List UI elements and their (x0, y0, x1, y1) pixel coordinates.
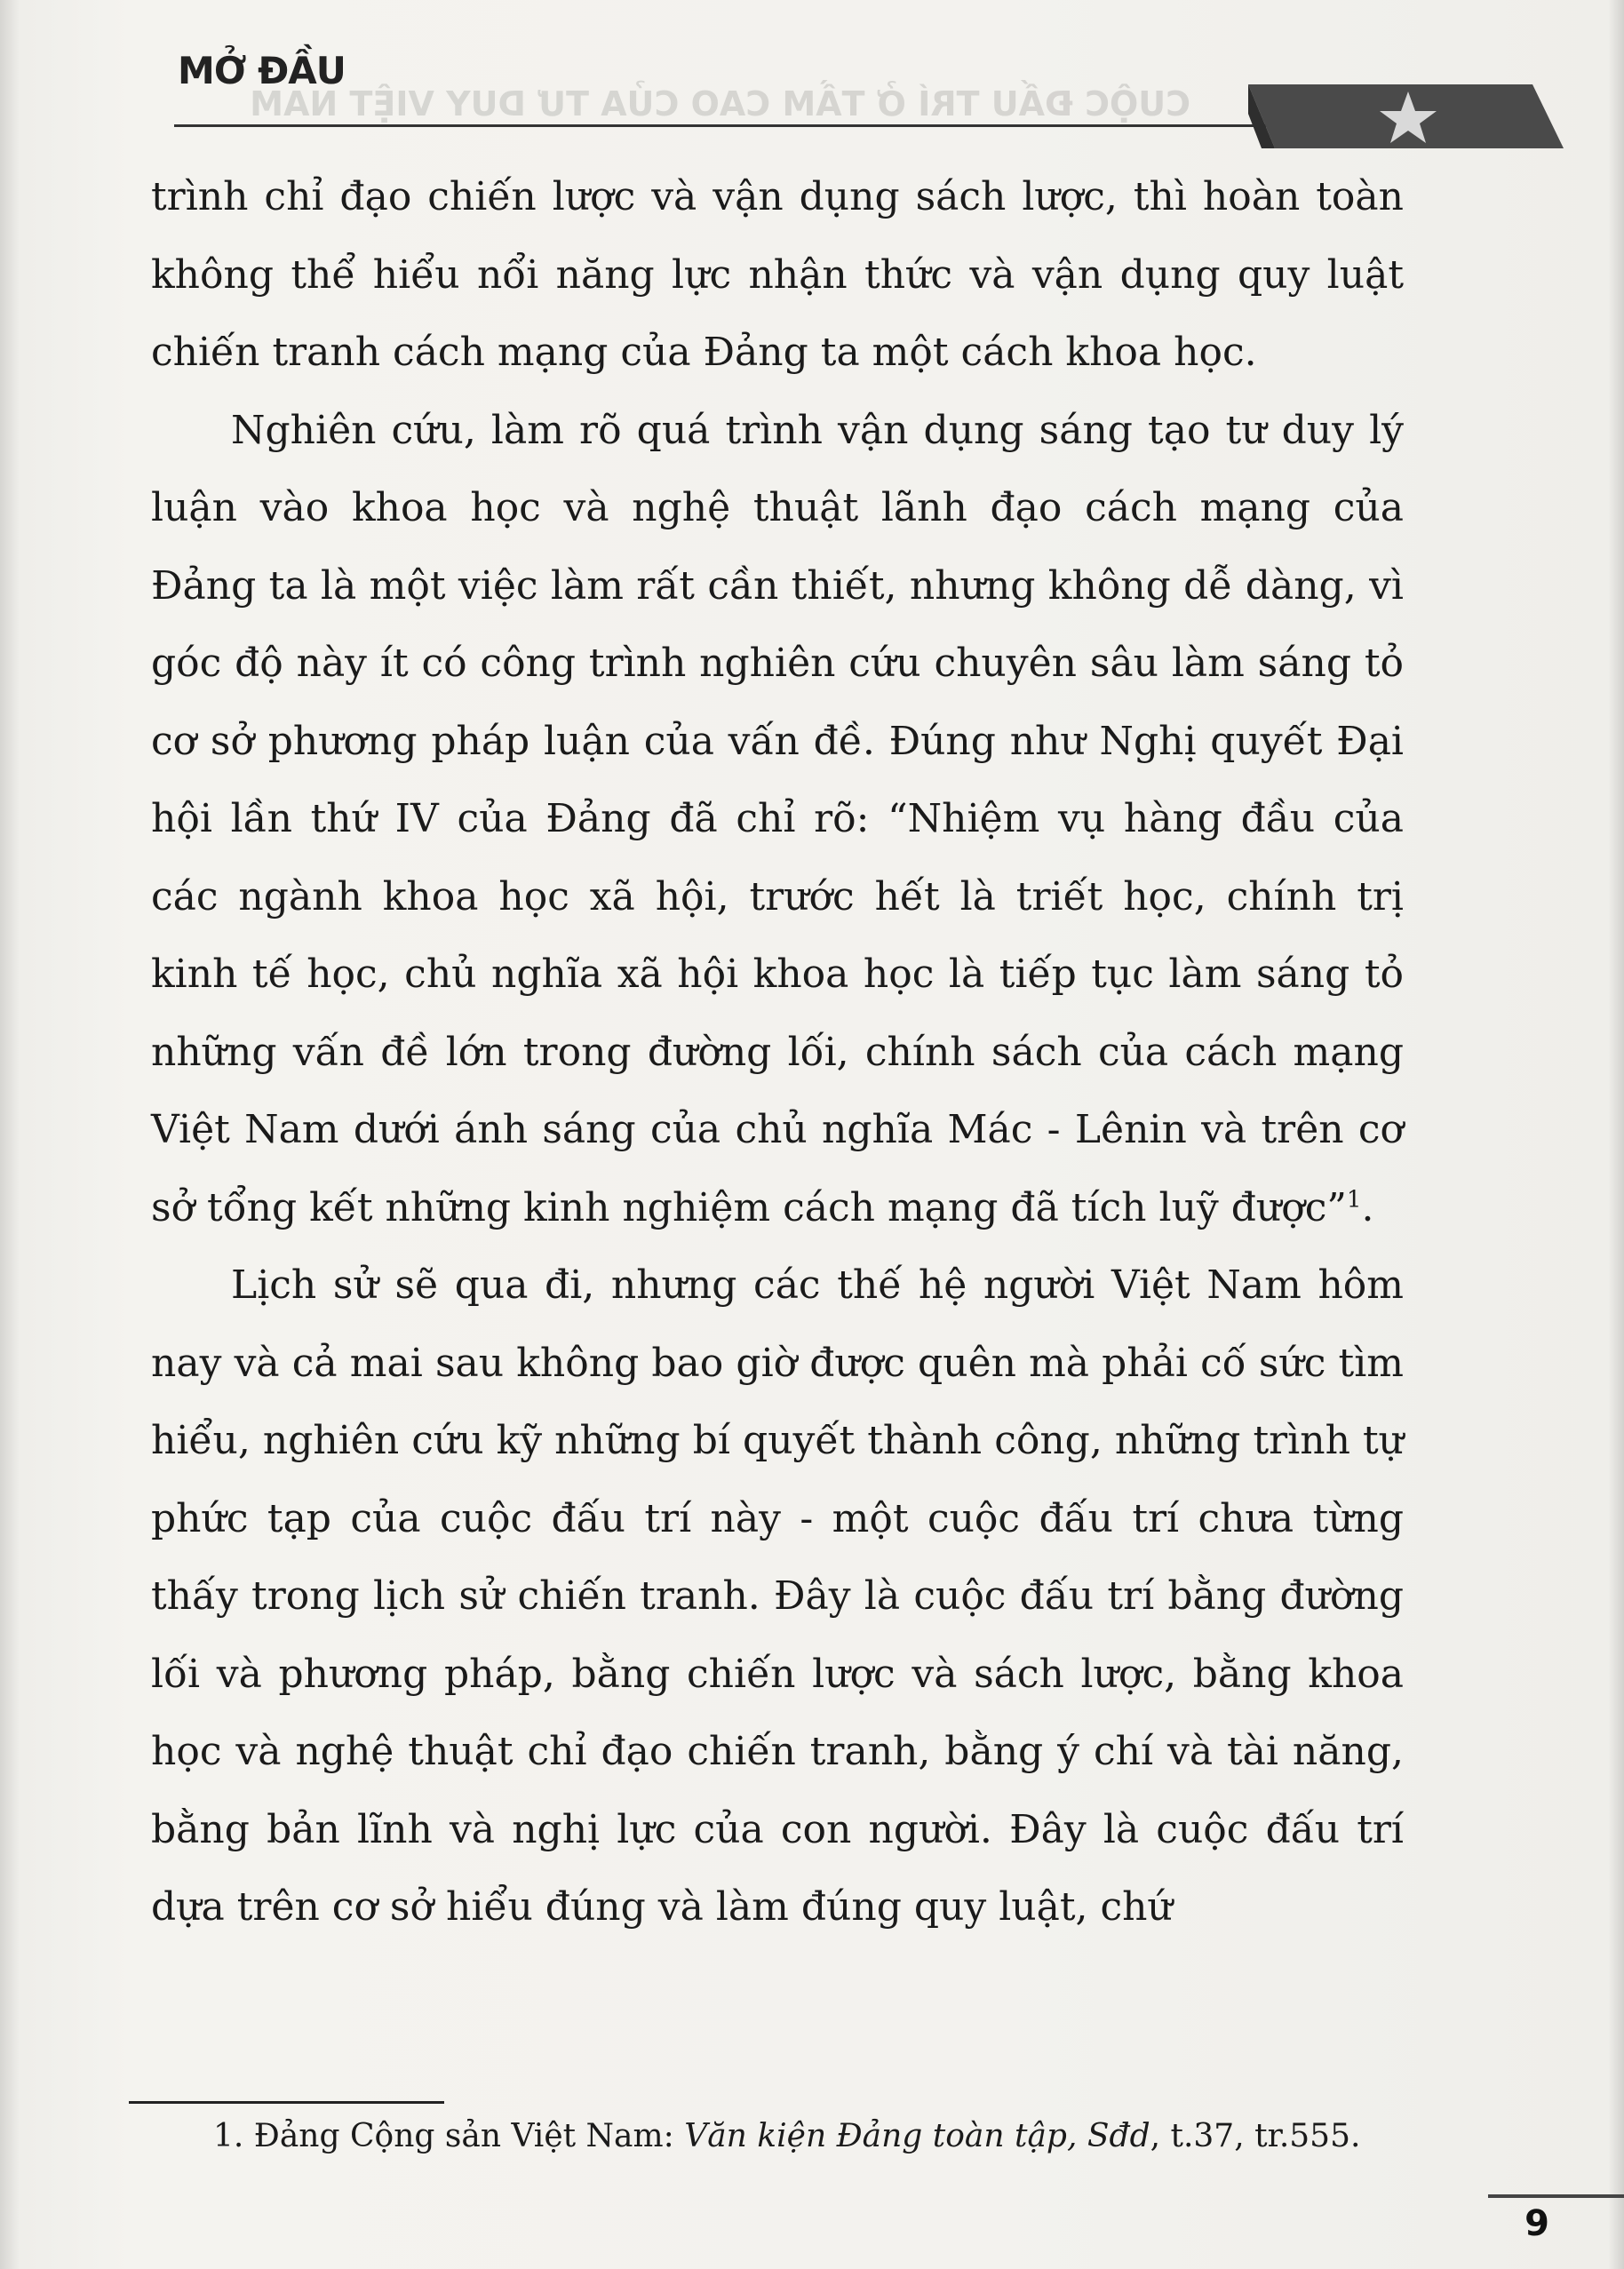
paragraph: Lịch sử sẽ qua đi, nhưng các thế hệ người Việt Nam hôm nay và cả mai sau không bao giờ được quên mà phải cố sức tìm hiểu, nghiên cứu kỹ những bí quyết thành công, những trình tự phức tạp của cuộc đấu trí này - một cuộc đấu trí chưa từng thấy trong lịch sử chiến tranh. Đây là cuộc đấu trí bằng đường lối và phương pháp, bằng chiến lược và sách lược, bằng khoa học và nghệ thuật chỉ đạo chiến tranh, bằng ý chí và tài năng, bằng bản lĩnh và nghị lực của con người. Đây là cuộc đấu trí dựa trên cơ sở hiểu đúng và làm đúng quy luật, chứ (151, 1262, 1404, 1930)
footnote (213, 2110, 1430, 2163)
paragraph (151, 392, 1404, 1247)
running-head: MỞ ĐẦU (178, 49, 346, 92)
mirrored-show-through-title: CUỘC ĐẤU TRÍ Ở TẦM CAO CỦA TƯ DUY VIỆT NAM (250, 84, 1190, 123)
footnote-reference[interactable]: 1 (1346, 1185, 1362, 1213)
page-number: 9 (1524, 2203, 1549, 2244)
body-text (151, 158, 1404, 1947)
paragraph: trình chỉ đạo chiến lược và vận dụng sách lược, thì hoàn toàn không thể hiểu nổi năng lực nhận thức và vận dụng quy luật chiến tranh cách mạng của Đảng ta một cách khoa học. (151, 174, 1404, 375)
footnote-prefix: 1. Đảng Cộng sản Việt Nam: (213, 2118, 685, 2154)
header-banner (1248, 84, 1564, 148)
paragraph-text: Nghiên cứu, làm rõ quá trình vận dụng sáng tạo tư duy lý luận vào khoa học và nghệ thuật lãnh đạo cách mạng của Đảng ta là một việc làm rất cần thiết, nhưng không dễ dàng, vì góc độ này ít có công trình nghiên cứu chuyên sâu làm sáng tỏ cơ sở phương pháp luận của vấn đề. Đúng như Nghị quyết Đại hội lần thứ IV của Đảng đã chỉ rõ: “Nhiệm vụ hàng đầu của các ngành khoa học xã hội, trước hết là triết học, chính trị kinh tế học, chủ nghĩa xã hội khoa học là tiếp tục làm sáng tỏ những vấn đề lớn trong đường lối, chính sách của cách mạng Việt Nam dưới ánh sáng của chủ nghĩa Mác - Lênin và trên cơ sở tổng kết những kinh nghiệm cách mạng đã tích luỹ được” (151, 407, 1404, 1230)
footnote-rule (129, 2101, 444, 2104)
page-edge-shadow (0, 0, 20, 2269)
spine-shadow (1608, 0, 1624, 2269)
page-number-rule (1488, 2194, 1624, 2198)
header-rule (174, 124, 1329, 127)
footnote-title: Văn kiện Đảng toàn tập, Sđd (684, 2118, 1150, 2154)
paragraph-end: . (1361, 1184, 1374, 1230)
footnote-suffix: , t.37, tr.555. (1150, 2118, 1361, 2154)
